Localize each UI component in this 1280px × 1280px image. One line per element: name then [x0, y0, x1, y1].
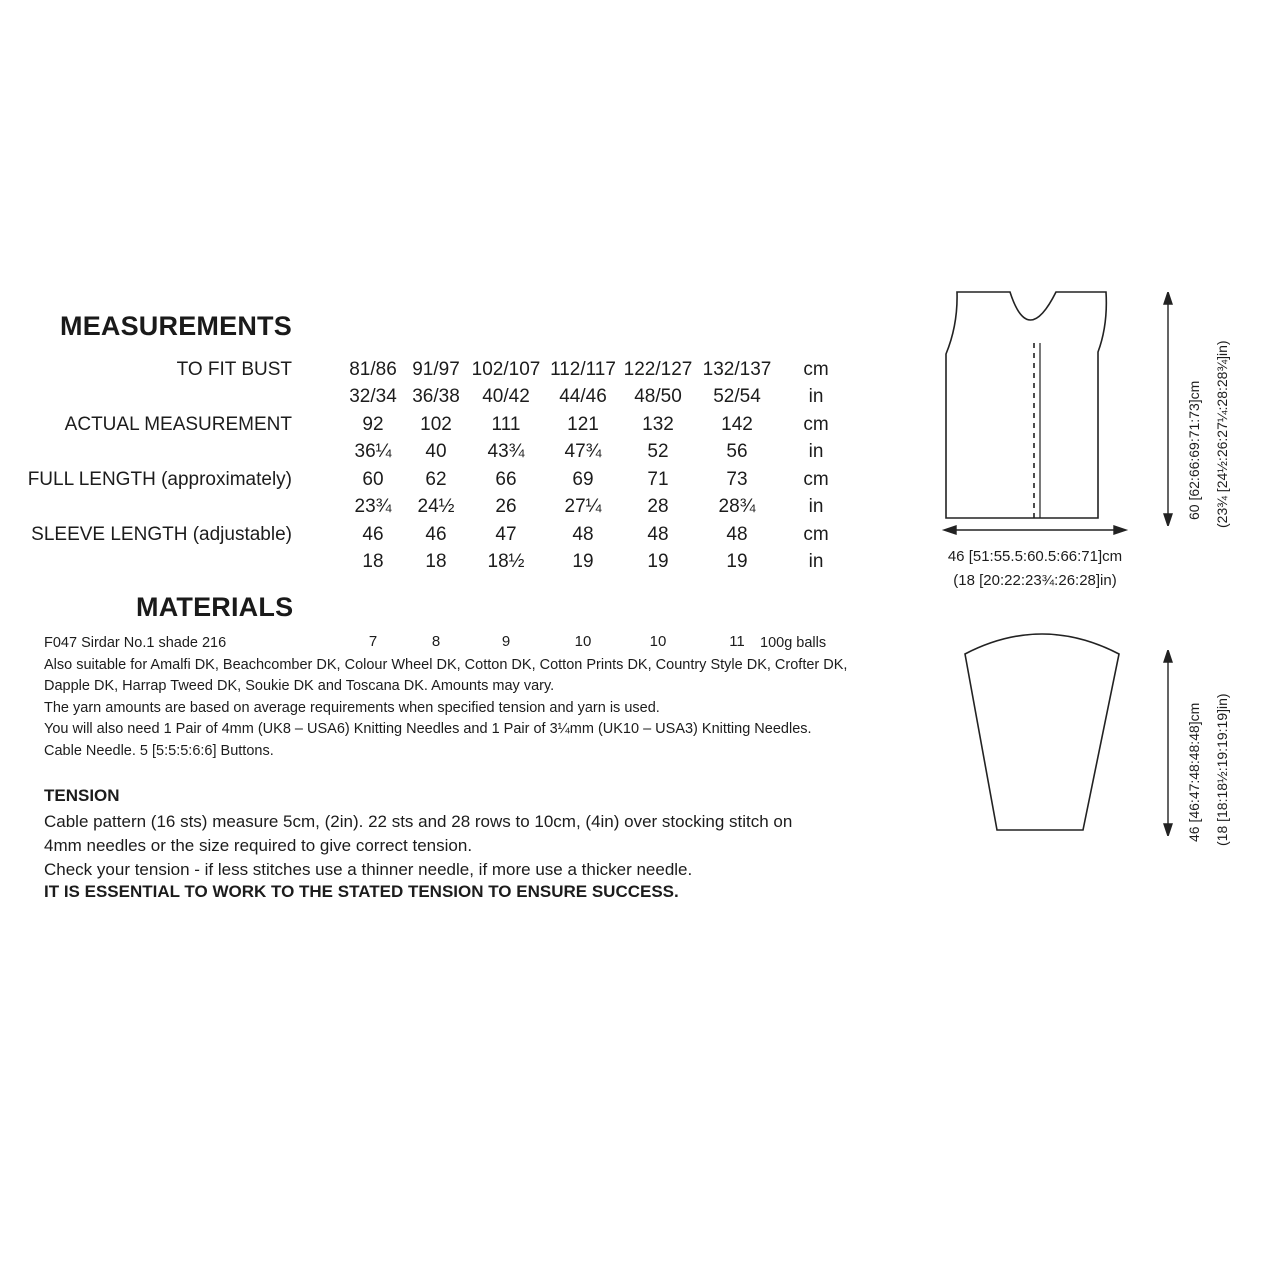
measurement-cell: 69 — [572, 469, 594, 490]
measurement-cell: 102/107 — [471, 359, 541, 380]
measurement-cell: 56 — [726, 441, 748, 462]
unit-label: cm — [803, 414, 829, 435]
measurement-cell: 142 — [721, 414, 753, 435]
measurement-cell: 36/38 — [412, 386, 460, 407]
measurement-cell: 19 — [647, 551, 669, 572]
measurement-cell: 112/117 — [550, 359, 616, 380]
yarn-unit: 100g balls — [760, 635, 827, 651]
measurement-cell: 62 — [425, 469, 447, 490]
width-arrow — [944, 526, 1126, 534]
measurement-cell: 121 — [567, 414, 599, 435]
measurement-cell: 23¾ — [354, 496, 392, 517]
measurement-row-label: SLEEVE LENGTH (adjustable) — [31, 524, 292, 545]
yarn-amount: 7 — [368, 633, 378, 650]
measurement-cell: 44/46 — [559, 386, 607, 407]
measurement-cell: 73 — [726, 469, 748, 490]
materials-line: Cable Needle. 5 [5:5:5:6:6] Buttons. — [44, 743, 274, 759]
measurement-cell: 24½ — [417, 496, 455, 517]
yarn-amount: 11 — [729, 633, 745, 650]
unit-label: cm — [803, 469, 829, 490]
tension-line: 4mm needles or the size required to give correct tension. — [44, 836, 473, 855]
measurement-cell: 102 — [420, 414, 452, 435]
measurement-cell: 46 — [362, 524, 384, 545]
measurement-cell: 81/86 — [349, 359, 397, 380]
body-outline — [946, 292, 1106, 518]
measurement-cell: 60 — [362, 469, 384, 490]
measurement-cell: 48/50 — [634, 386, 682, 407]
sleeve-outline — [965, 634, 1119, 830]
body-schematic — [930, 280, 1140, 540]
measurement-cell: 66 — [495, 469, 517, 490]
measurements-heading: MEASUREMENTS — [60, 311, 292, 341]
unit-label: in — [808, 496, 824, 517]
measurement-cell: 52/54 — [713, 386, 761, 407]
materials-line: Also suitable for Amalfi DK, Beachcomber DK, Colour Wheel DK, Cotton DK, Cotton Prints DK, Country Style DK, Crofter DK, — [44, 657, 848, 673]
measurement-cell: 40/42 — [482, 386, 530, 407]
sleeve-length-cm: 46 [46:47:48:48:48]cm — [1186, 702, 1202, 842]
materials-line: The yarn amounts are based on average requirements when specified tension and yarn is used. — [44, 700, 660, 716]
unit-label: cm — [803, 359, 829, 380]
body-width-cm: 46 [51:55.5:60.5:66:71]cm — [947, 548, 1123, 565]
measurement-cell: 48 — [572, 524, 594, 545]
tension-line: Check your tension - if less stitches use a thinner needle, if more use a thicker needle. — [44, 860, 693, 879]
measurement-cell: 71 — [647, 469, 669, 490]
measurement-cell: 122/127 — [623, 359, 693, 380]
measurement-row-label: TO FIT BUST — [176, 359, 292, 380]
measurement-cell: 27¼ — [564, 496, 602, 517]
measurement-cell: 47 — [495, 524, 517, 545]
unit-label: in — [808, 386, 824, 407]
materials-line: You will also need 1 Pair of 4mm (UK8 – USA6) Knitting Needles and 1 Pair of 3¼mm (UK10 – USA3) Knitting Needles. — [44, 721, 812, 737]
sleeve-schematic — [955, 630, 1135, 840]
measurement-cell: 19 — [572, 551, 594, 572]
measurement-cell: 18½ — [487, 551, 525, 572]
tension-line: Cable pattern (16 sts) measure 5cm, (2in). 22 sts and 28 rows to 10cm, (4in) over stocking stitch on — [44, 812, 793, 831]
sleeve-length-in: (18 [18:18½:19:19:19]in) — [1214, 693, 1230, 846]
body-width-in: (18 [20:22:23¾:26:28]in) — [953, 572, 1117, 589]
measurement-cell: 26 — [495, 496, 517, 517]
materials-heading: MATERIALS — [136, 592, 294, 622]
measurement-cell: 92 — [362, 414, 384, 435]
measurement-cell: 132 — [642, 414, 674, 435]
measurement-cell: 40 — [425, 441, 447, 462]
materials-line: Dapple DK, Harrap Tweed DK, Soukie DK and Toscana DK. Amounts may vary. — [44, 678, 555, 694]
measurement-cell: 32/34 — [349, 386, 397, 407]
body-length-in: (23¾ [24½:26:27¼:28:28¾]in) — [1214, 340, 1230, 528]
measurement-cell: 91/97 — [412, 359, 460, 380]
yarn-amount: 10 — [649, 633, 667, 650]
length-arrow — [1160, 292, 1176, 526]
yarn-label: F047 Sirdar No.1 shade 216 — [44, 635, 227, 651]
measurement-cell: 46 — [425, 524, 447, 545]
measurement-row-label: ACTUAL MEASUREMENT — [64, 414, 292, 435]
unit-label: in — [808, 441, 824, 462]
measurement-cell: 36¼ — [354, 441, 392, 462]
measurement-cell: 18 — [425, 551, 447, 572]
measurement-cell: 111 — [491, 414, 521, 435]
tension-heading: TENSION — [44, 786, 120, 805]
unit-label: in — [808, 551, 824, 572]
yarn-amount: 10 — [574, 633, 592, 650]
measurement-cell: 43¾ — [487, 441, 525, 462]
measurement-cell: 18 — [362, 551, 384, 572]
tension-emphasis: IT IS ESSENTIAL TO WORK TO THE STATED TENSION TO ENSURE SUCCESS. — [44, 882, 679, 901]
unit-label: cm — [803, 524, 829, 545]
measurement-row-label: FULL LENGTH (approximately) — [27, 469, 292, 490]
measurement-cell: 28¾ — [718, 496, 756, 517]
measurement-cell: 47¾ — [564, 441, 602, 462]
measurement-cell: 132/137 — [702, 359, 772, 380]
sleeve-length-arrow — [1160, 650, 1176, 836]
measurement-cell: 48 — [647, 524, 669, 545]
yarn-amount: 8 — [431, 633, 441, 650]
measurement-cell: 19 — [726, 551, 748, 572]
body-length-cm: 60 [62:66:69:71:73]cm — [1186, 380, 1202, 520]
yarn-amount: 9 — [501, 633, 511, 650]
measurement-cell: 52 — [647, 441, 669, 462]
measurement-cell: 28 — [647, 496, 669, 517]
measurement-cell: 48 — [726, 524, 748, 545]
